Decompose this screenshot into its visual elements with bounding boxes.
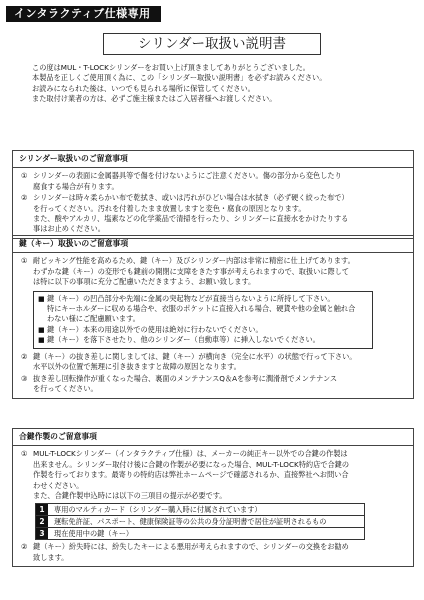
note-line: 鍵（キー）を落下させたり、他のシリンダー（自動車等）に挿入しないでください。	[47, 335, 320, 345]
intro-line: お読みになられた後は、いつでも見られる場所に保管してください。	[32, 83, 255, 93]
note-line: 鍵（キー）本来の用途以外での使用は絶対に行わないでください。	[47, 324, 263, 334]
item-line: シリンダーは時々柔らかい布で乾拭き、或いは汚れがひどい場合は水拭き（必ず硬く絞った布で）	[33, 193, 349, 203]
item-line: 抜き差し回転操作が重くなった場合、裏面のメンテナンスQ＆Aを参考に潤滑剤でメンテナンス	[33, 373, 338, 383]
note-line: 特にキーホルダーに収める場合や、衣服のポケットに直接入れる場合、硬貨や他の金属と触れ合	[47, 304, 356, 314]
document-row	[36, 504, 364, 515]
item-line: 作製を行っております。最寄りの特約店は弊社ホームページで確認されるか、直接弊社へお問い合	[33, 470, 349, 480]
bullet-icon: ■	[38, 294, 45, 303]
cylinder-handling-section	[12, 150, 414, 239]
item-line: 出来ません。シリンダー取付け後に合鍵の作製が必要になった場合、MUL-T-LOCK特約店で合鍵の	[33, 459, 350, 469]
item-line: を行ってください。	[33, 384, 98, 394]
list-item	[21, 542, 407, 563]
bullet-icon: ■	[38, 325, 45, 334]
item-line: MUL-T-LOCKシリンダー（インタラクティブ仕様）は、メーカーの純正キー以外での合鍵の作製は	[33, 449, 348, 459]
item-number: ③	[21, 373, 28, 383]
item-number: ①	[21, 449, 28, 459]
key-notes-box	[33, 291, 373, 349]
item-number: ②	[21, 351, 28, 361]
item-line: 耐ピッキング性能を高めるため、鍵（キー）及びシリンダー内部は非常に精密に仕上げてあります。	[33, 256, 355, 266]
item-line: シリンダーの表面に金属器具等で傷を付けないようにご注意ください。傷の部分から変色したり	[33, 171, 342, 181]
list-item	[21, 374, 407, 395]
list-item	[21, 449, 407, 501]
item-line: は特に以下の事項に充分ご配慮いただきますよう、お願い致します。	[33, 277, 256, 287]
note-item	[38, 325, 368, 335]
document-number: 3	[36, 528, 48, 539]
item-line: 鍵（キー）紛失時には、紛失したキーによる悪用が考えられますので、シリンダーの交換をお勧め	[33, 542, 349, 552]
intro-line: 本製品を正しくご使用頂く為に、この「シリンダー取扱い説明書」を必ずお読みください。	[32, 73, 327, 83]
item-line: 鍵（キー）の抜き差しに関しましては、鍵（キー）が横向き（完全に水平）の状態で行って下さい。	[33, 351, 357, 361]
item-line: わずかな鍵（キー）の変形でも鍵前の開閉に支障をきたす事が考えられますので、取扱いに際して	[33, 266, 350, 276]
item-line: 致します。	[33, 552, 69, 562]
page-title: シリンダー取扱い説明書	[103, 33, 321, 55]
item-number: ②	[21, 542, 28, 552]
item-line: を行ってください。汚れを付着したまま放置しますと変色・腐食の原因となります。	[33, 203, 306, 213]
duplicate-key-section	[12, 428, 414, 567]
note-line: わない様にご配慮願います。	[47, 314, 140, 324]
key-handling-section	[12, 235, 414, 399]
spec-badge: インタラクティブ仕様専用	[6, 6, 161, 22]
list-item	[21, 352, 407, 373]
section-heading: 鍵（キー）取扱いのご留意事項	[13, 236, 413, 253]
document-label: 運転免許証、パスポート、健康保険証等の公共の身分証明書で居住が証明されるもの	[54, 516, 327, 526]
intro-text	[32, 63, 412, 105]
note-item	[38, 335, 368, 345]
note-line: 鍵（キー）の凹凸部分や先端に金属の突起物などが直接当らないように所持して下さい。	[47, 293, 335, 303]
required-documents-list	[35, 503, 365, 540]
item-line: 水平以外の位置で無理に引き抜きますと故障の原因となります。	[33, 362, 241, 372]
item-number: ①	[21, 171, 28, 181]
item-line: また、酸やアルカリ、塩素などの化学薬品で清掃を行ったり、シリンダーに直接水をかけたりする	[33, 214, 349, 224]
list-item	[21, 256, 407, 287]
list-item	[21, 171, 407, 192]
intro-line: また取付け業者の方は、必ずご施主様またはご入居者様へお渡しください。	[32, 94, 277, 104]
item-line: わせください。	[33, 480, 84, 490]
document-label: 専用のマルティカード（シリンダー購入時に付属されています）	[54, 504, 262, 514]
document-number: 2	[36, 516, 48, 527]
item-number: ①	[21, 256, 28, 266]
item-number: ②	[21, 193, 28, 203]
section-heading: 合鍵作製のご留意事項	[13, 429, 413, 446]
document-label: 現在使用中の鍵（キー）	[54, 528, 134, 538]
document-row	[36, 527, 364, 539]
section-heading: シリンダー取扱いのご留意事項	[13, 151, 413, 168]
document-row	[36, 515, 364, 527]
list-item	[21, 193, 407, 235]
item-line: 腐食する場合が有ります。	[33, 181, 119, 191]
document-number: 1	[36, 504, 48, 515]
intro-line: この度はMUL・T-LOCKシリンダーをお買い上げ頂きましてありがとうございました。	[32, 63, 310, 72]
item-line: また、合鍵作製申込時には以下の三項目の提示が必要です。	[33, 491, 227, 501]
note-item	[38, 294, 368, 325]
item-line: 事はお止めください。	[33, 224, 105, 234]
bullet-icon: ■	[38, 336, 45, 345]
